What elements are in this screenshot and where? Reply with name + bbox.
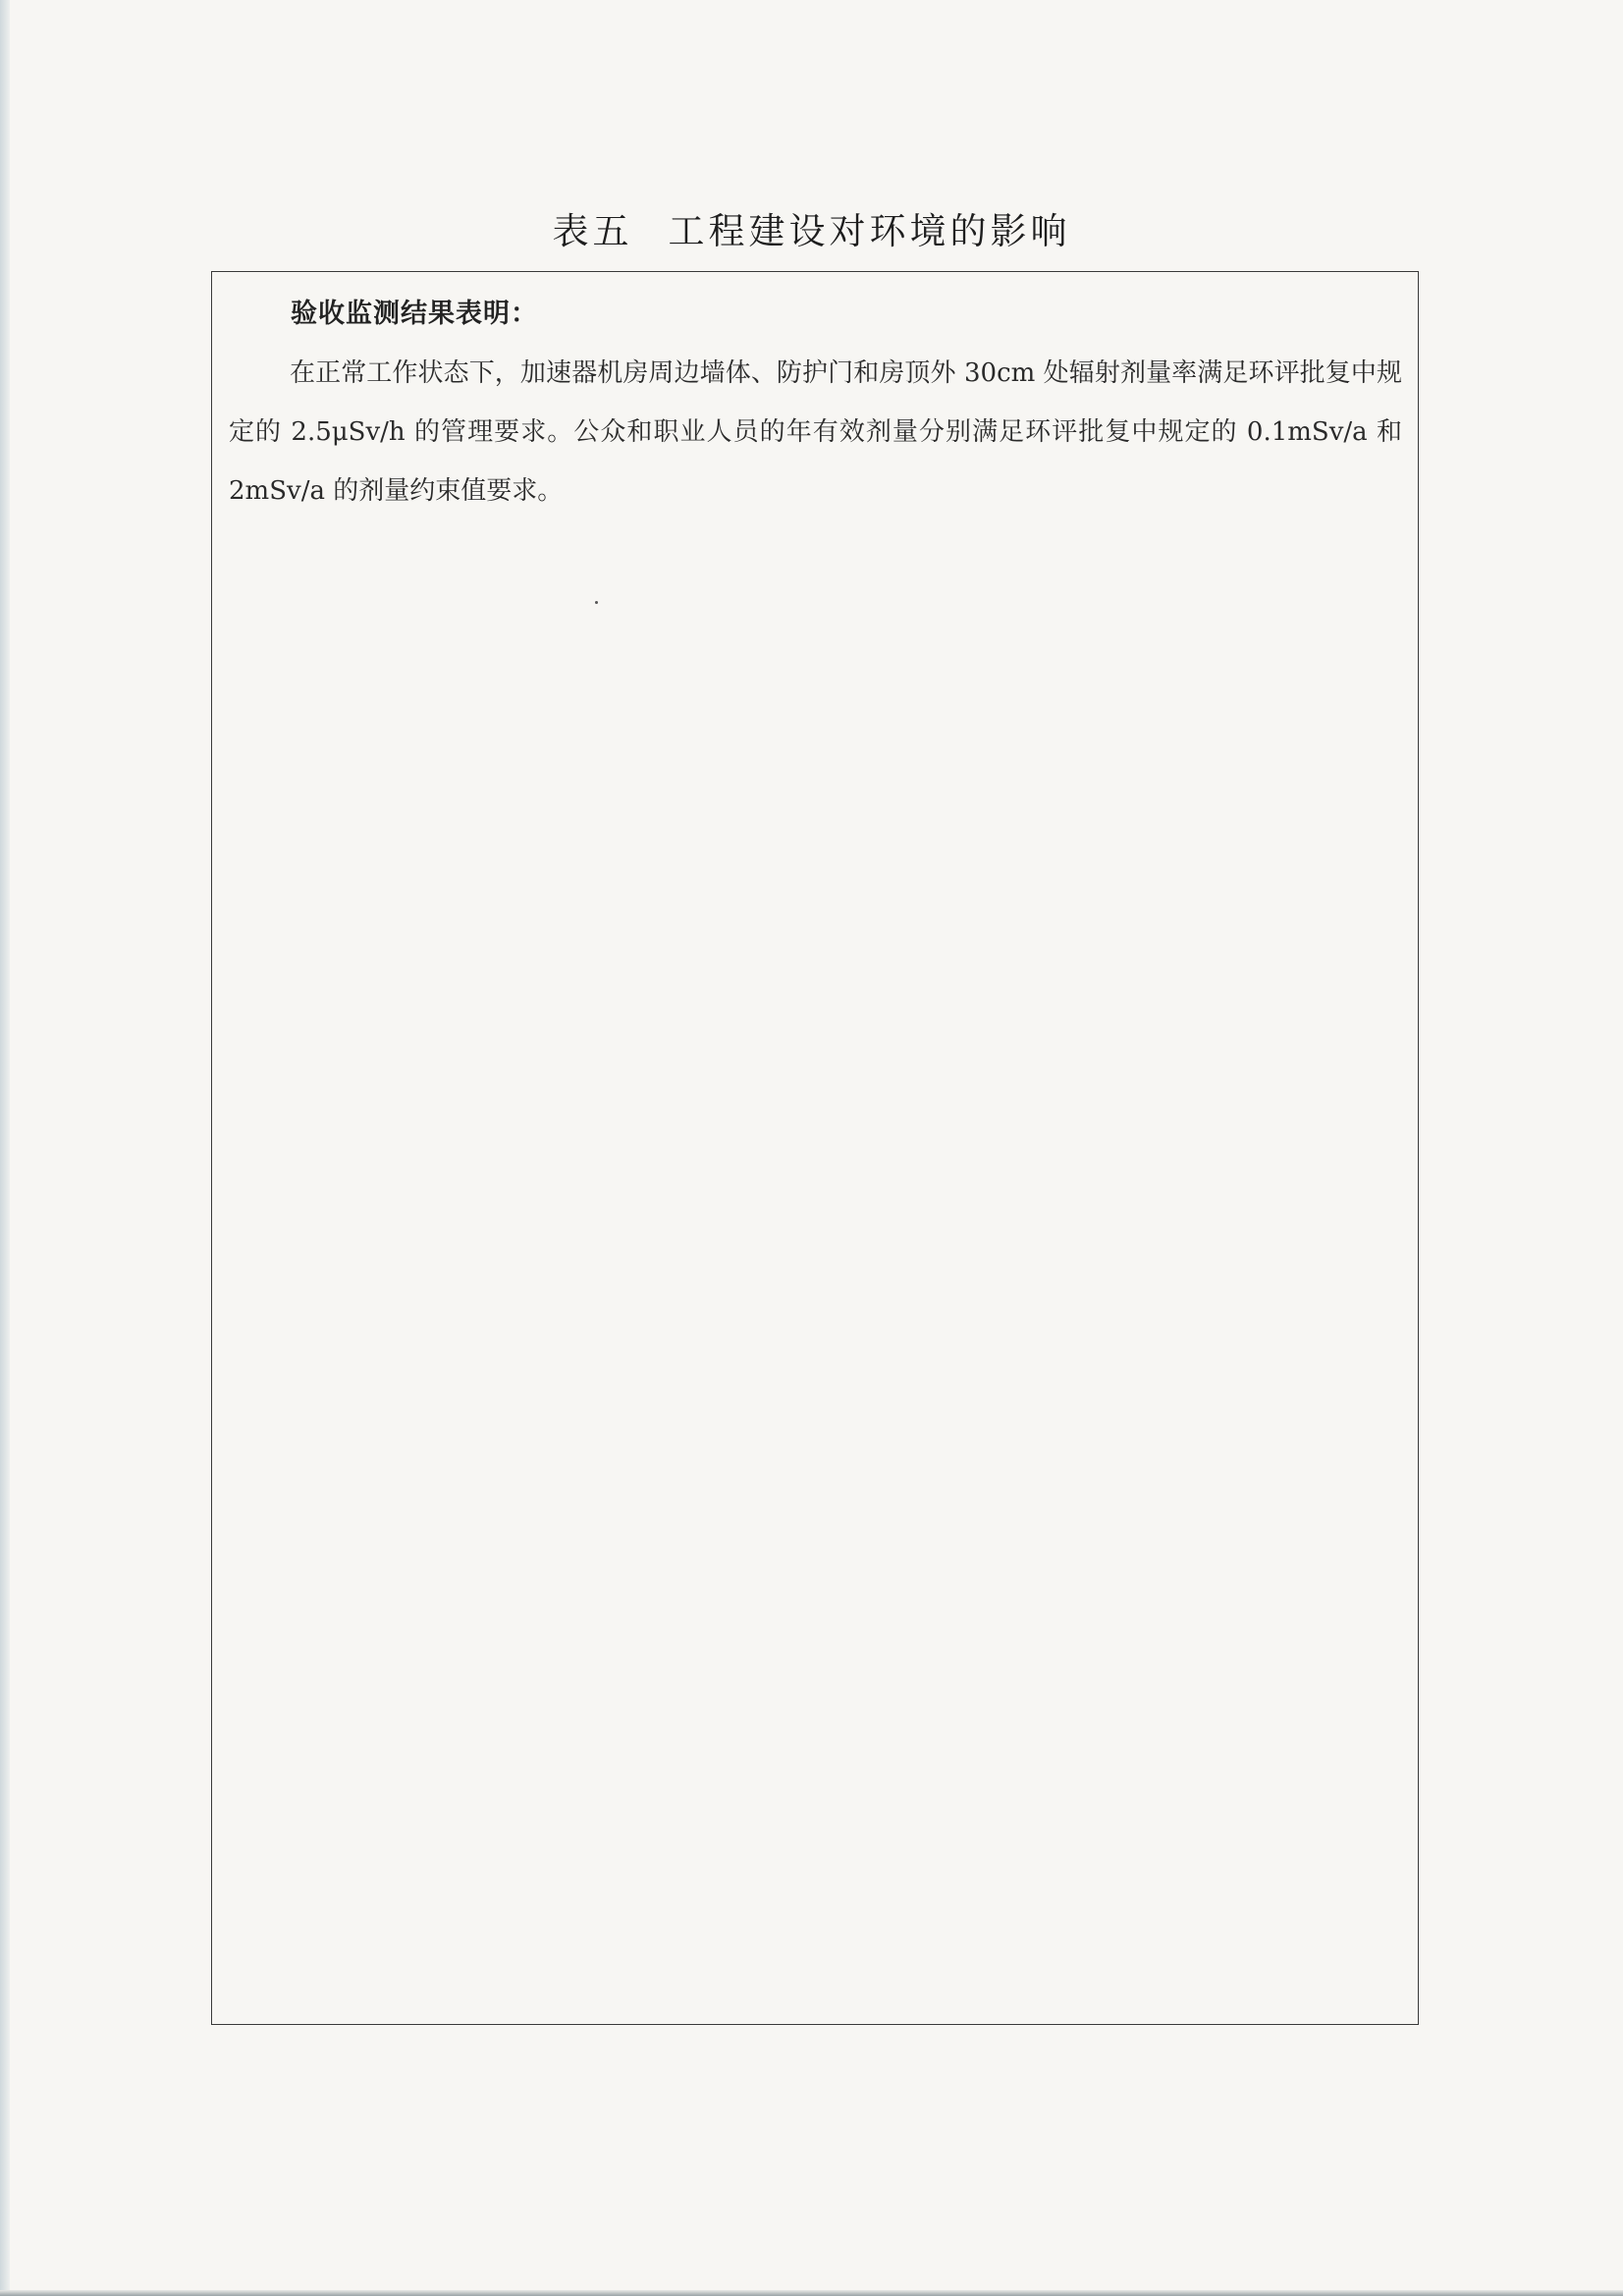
page-bottom-edge [0,2290,1623,2296]
page-left-edge [0,0,10,2296]
table-label: 表五 [552,210,633,252]
table-title: 工程建设对环境的影响 [668,210,1071,252]
scan-speck [595,601,598,604]
page-title [0,201,1623,254]
result-paragraph: 在正常工作状态下，加速器机房周边墙体、防护门和房顶外 30cm 处辐射剂量率满足环评批复中规定的 2.5μSv/h 的管理要求。公众和职业人员的年有效剂量分别满足环评批复中规定的 0.1mSv/a 和 2mSv/a 的剂量约束值要求。 [229,358,1402,506]
table-frame [211,271,1419,2025]
section-heading: 验收监测结果表明： [291,299,538,329]
